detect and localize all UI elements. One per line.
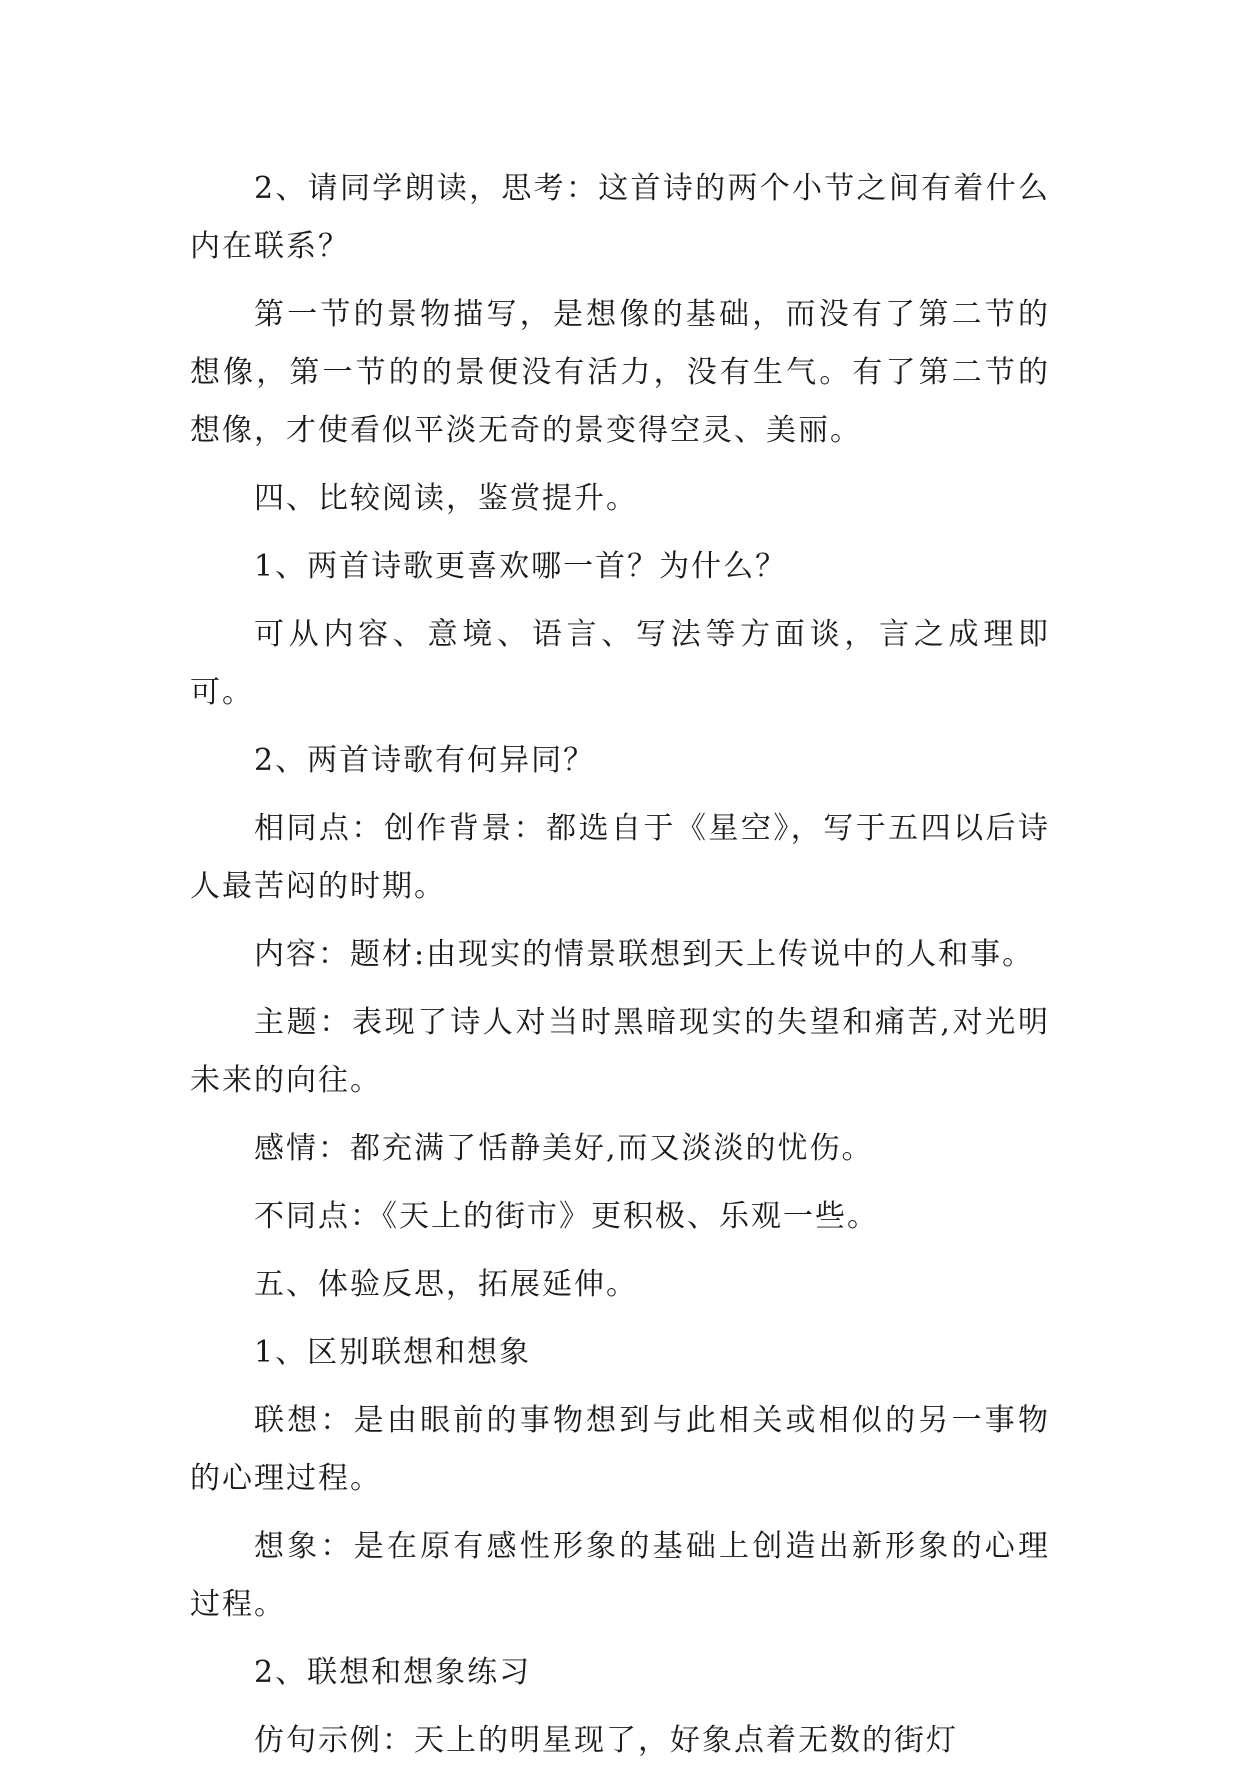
paragraph-similarity-emotion: 感情：都充满了恬静美好,而又淡淡的忧伤。 <box>254 1131 874 1166</box>
paragraph-distinguish: 1、区别联想和想象 <box>254 1335 532 1370</box>
paragraph-similarity-background: 相同点：创作背景：都选自于《星空》，写于五四以后诗人最苦闷的时期。 <box>190 811 1050 904</box>
paragraph-question-2: 2、请同学朗读，思考：这首诗的两个小节之间有着什么内在联系？ <box>190 171 1050 264</box>
paragraph-difference: 不同点：《天上的街市》更积极、乐观一些。 <box>254 1199 879 1234</box>
paragraph-association-definition: 联想：是由眼前的事物想到与此相关或相似的另一事物的心理过程。 <box>190 1403 1050 1496</box>
paragraph-similarity-theme: 主题：表现了诗人对当时黑暗现实的失望和痛苦,对光明未来的向往。 <box>190 1005 1050 1098</box>
heading-section-5: 五、体验反思，拓展延伸。 <box>254 1267 638 1302</box>
heading-section-4: 四、比较阅读，鉴赏提升。 <box>254 481 638 516</box>
paragraph-example-sentence: 仿句示例：天上的明星现了，好象点着无数的街灯 <box>254 1723 958 1758</box>
paragraph-answer-1: 可从内容、意境、语言、写法等方面谈，言之成理即可。 <box>190 617 1050 710</box>
paragraph-answer-imagination: 第一节的景物描写，是想像的基础，而没有了第二节的想像，第一节的的景便没有活力，没有生气。有了第二节的想像，才使看似平淡无奇的景变得空灵、美丽。 <box>190 297 1050 448</box>
document-body <box>190 160 1050 1780</box>
paragraph-similarity-content: 内容：题材:由现实的情景联想到天上传说中的人和事。 <box>254 937 1035 972</box>
paragraph-question-1: 1、两首诗歌更喜欢哪一首？为什么？ <box>254 549 788 584</box>
paragraph-imagination-definition: 想象：是在原有感性形象的基础上创造出新形象的心理过程。 <box>190 1529 1050 1622</box>
paragraph-question-compare: 2、两首诗歌有何异同？ <box>254 743 596 778</box>
paragraph-practice: 2、联想和想象练习 <box>254 1655 532 1690</box>
